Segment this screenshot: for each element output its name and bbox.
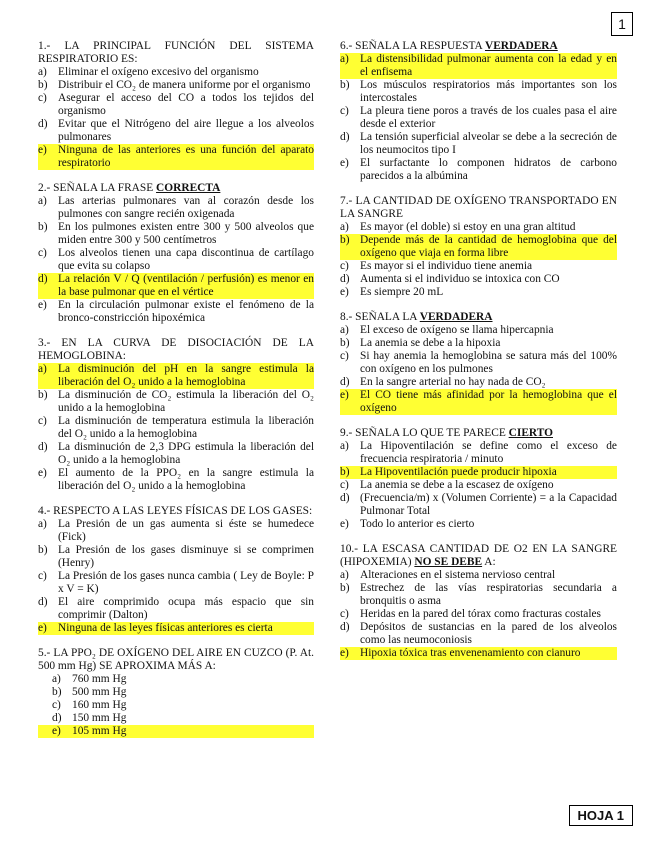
answer-option: [38, 273, 314, 299]
answer-option: [340, 621, 617, 647]
option-letter: a): [340, 569, 349, 581]
answer-option: [38, 221, 314, 247]
option-text: Es siempre 20 mL: [360, 286, 444, 298]
option-text: El aumento de la PPO₂ en la sangre estimula la liberación del O₂ unido a la hemoglobina: [58, 467, 314, 492]
option-letter: e): [52, 725, 61, 737]
option-letter: c): [38, 92, 47, 104]
question-header: 7.- LA CANTIDAD DE OXÍGENO TRANSPORTADO EN LA SANGRE: [340, 195, 617, 220]
answer-option: [38, 389, 314, 415]
option-text: La pleura tiene poros a través de los cuales pasa el aire desde el exterior: [360, 105, 617, 130]
option-letter: b): [52, 686, 62, 698]
option-text: Eliminar el oxígeno excesivo del organismo: [58, 66, 259, 78]
question: [340, 543, 617, 660]
answer-option: [38, 544, 314, 570]
option-text: Los músculos respiratorios más importantes son los intercostales: [360, 79, 617, 104]
option-text: 150 mm Hg: [72, 712, 127, 724]
answer-option: [340, 466, 617, 479]
option-letter: d): [38, 441, 48, 453]
answer-option: [38, 673, 314, 686]
option-letter: d): [340, 621, 350, 633]
option-letter: b): [38, 221, 48, 233]
option-text: La Presión de los gases disminuye si se comprimen (Henry): [58, 544, 314, 569]
answer-option: [340, 273, 617, 286]
question-header-emphasis: CORRECTA: [156, 182, 221, 194]
answer-option: [38, 441, 314, 467]
option-letter: c): [340, 608, 349, 620]
option-text: La Presión de los gases nunca cambia ( Ley de Boyle: P x V = K): [58, 570, 314, 595]
answer-option: [340, 440, 617, 466]
option-letter: b): [340, 466, 350, 478]
question: [38, 182, 314, 325]
answer-option: [38, 712, 314, 725]
option-letter: a): [38, 66, 47, 78]
option-letter: a): [38, 195, 47, 207]
question-header-emphasis: NO SE DEBE: [414, 556, 483, 568]
answer-option: [38, 79, 314, 92]
option-text: El aire comprimido ocupa más espacio que sin comprimir (Dalton): [58, 596, 314, 621]
question-header: [340, 40, 617, 53]
option-text: 500 mm Hg: [72, 686, 127, 698]
question-header: 5.- LA PPO₂ DE OXÍGENO DEL AIRE EN CUZCO (P. At. 500 mm Hg) SE APROXIMA MÁS A:: [38, 647, 314, 672]
question-header: 4.- RESPECTO A LAS LEYES FÍSICAS DE LOS GASES:: [38, 505, 313, 517]
answer-option: [340, 337, 617, 350]
question: [38, 40, 314, 170]
option-letter: c): [340, 479, 349, 491]
answer-option: [340, 389, 617, 415]
answer-option: [38, 144, 314, 170]
answer-option: [340, 350, 617, 376]
answer-option: [340, 518, 617, 531]
highlighted-option-text: La Hipoventilación puede producir hipoxia: [360, 466, 557, 478]
answer-option: [38, 518, 314, 544]
answer-option: [340, 608, 617, 621]
question-header-suffix: A:: [482, 556, 496, 568]
option-text: Alteraciones en el sistema nervioso central: [360, 569, 556, 581]
question-header-text: 9.- SEÑALA LO QUE TE PARECE: [340, 427, 509, 439]
question-header: 1.- LA PRINCIPAL FUNCIÓN DEL SISTEMA RESPIRATORIO ES:: [38, 40, 314, 65]
sheet-label: HOJA 1: [569, 805, 633, 826]
question: [38, 647, 314, 738]
answer-option: [38, 596, 314, 622]
answer-option: [340, 53, 617, 79]
answer-option: [340, 569, 617, 582]
option-text: (Frecuencia/m) x (Volumen Corriente) = a la Capacidad Pulmonar Total: [360, 492, 617, 517]
option-text: El exceso de oxígeno se llama hipercapnia: [360, 324, 554, 336]
highlighted-option-text: Ninguna de las anteriores es una función del aparato respiratorio: [58, 144, 314, 169]
option-letter: a): [340, 440, 349, 452]
highlighted-option-text: Depende más de la cantidad de hemoglobina que del oxígeno que viaja en forma libre: [360, 234, 617, 259]
option-letter: a): [38, 363, 47, 375]
answer-option: [38, 570, 314, 596]
answer-option: [38, 699, 314, 712]
option-letter: e): [340, 647, 349, 659]
answer-option: [38, 92, 314, 118]
question: [38, 505, 314, 635]
answer-option: [340, 647, 617, 660]
answer-option: [340, 376, 617, 389]
page-number: 1: [611, 12, 633, 36]
answer-option: [340, 105, 617, 131]
option-text: La anemia se debe a la escasez de oxígeno: [360, 479, 554, 491]
question-header-emphasis: VERDADERA: [484, 40, 558, 52]
option-letter: a): [340, 221, 349, 233]
option-letter: b): [38, 79, 48, 91]
question: [340, 311, 617, 415]
answer-option: [340, 286, 617, 299]
option-letter: e): [340, 286, 349, 298]
option-letter: c): [38, 247, 47, 259]
answer-option: [38, 622, 314, 635]
option-letter: c): [340, 350, 349, 362]
option-letter: e): [340, 389, 349, 401]
option-letter: b): [340, 337, 350, 349]
option-letter: d): [340, 492, 350, 504]
option-text: La Presión de un gas aumenta si éste se humedece (Fick): [58, 518, 314, 543]
option-text: Es mayor (el doble) si estoy en una gran altitud: [360, 221, 576, 233]
option-text: En la circulación pulmonar existe el fenómeno de la bronco-constricción hipoxémica: [58, 299, 314, 324]
option-letter: b): [340, 234, 350, 246]
question-header-text: 8.- SEÑALA LA: [340, 311, 420, 323]
option-text: Si hay anemia la hemoglobina se satura más del 100% con oxígeno en los pulmones: [360, 350, 617, 375]
option-letter: a): [340, 53, 349, 65]
option-text: 160 mm Hg: [72, 699, 127, 711]
answer-option: [38, 66, 314, 79]
question-header-emphasis: VERDADERA: [419, 311, 493, 323]
left-column: [38, 40, 314, 750]
answer-option: [340, 234, 617, 260]
question: [38, 337, 314, 493]
option-text: Heridas en la pared del tórax como fracturas costales: [360, 608, 601, 620]
option-letter: b): [38, 389, 48, 401]
question-header: [340, 311, 617, 324]
option-text: Depósitos de sustancias en la pared de los alveolos como las neumoconiosis: [360, 621, 617, 646]
question-header-emphasis: CIERTO: [508, 427, 553, 439]
option-letter: b): [38, 544, 48, 556]
answer-option: [38, 686, 314, 699]
answer-option: [340, 479, 617, 492]
question-header: [340, 543, 617, 569]
option-letter: c): [52, 699, 61, 711]
answer-option: [38, 247, 314, 273]
question-header: [38, 182, 314, 195]
option-letter: e): [38, 467, 47, 479]
highlighted-option-text: El CO tiene más afinidad por la hemoglobina que el oxígeno: [360, 389, 617, 414]
option-text: Los alveolos tienen una capa discontinua de cartílago que evita su colapso: [58, 247, 314, 272]
option-letter: c): [340, 105, 349, 117]
option-text: Evitar que el Nitrógeno del aire llegue a los alveolos pulmonares: [58, 118, 314, 143]
option-letter: b): [340, 582, 350, 594]
option-letter: c): [340, 260, 349, 272]
answer-option: [340, 324, 617, 337]
option-letter: e): [340, 518, 349, 530]
option-text: La disminución de 2,3 DPG estimula la liberación del O₂ unido a la hemoglobina: [58, 441, 314, 466]
question-header: 3.- EN LA CURVA DE DISOCIACIÓN DE LA HEMOGLOBINA:: [38, 337, 314, 362]
question: [340, 427, 617, 531]
option-text: La tensión superficial alveolar se debe a la secreción de los neumocitos tipo I: [360, 131, 617, 156]
option-letter: c): [38, 415, 47, 427]
answer-option: [38, 415, 314, 441]
highlighted-option-text: La disminución del pH en la sangre estimula la liberación del O₂ unido a la hemoglobina: [58, 363, 314, 388]
highlighted-option-text: Hipoxia tóxica tras envenenamiento con cianuro: [360, 647, 581, 659]
option-letter: d): [38, 273, 48, 285]
option-letter: c): [38, 570, 47, 582]
option-text: En la sangre arterial no hay nada de CO₂: [360, 376, 546, 388]
option-text: Asegurar el acceso del CO a todos los tejidos del organismo: [58, 92, 314, 117]
answer-option: [340, 79, 617, 105]
option-letter: d): [340, 376, 350, 388]
option-text: El surfactante lo componen hidratos de carbono parecidos a la albúmina: [360, 157, 617, 182]
option-letter: e): [38, 144, 47, 156]
option-text: Es mayor si el individuo tiene anemia: [360, 260, 533, 272]
option-text: Estrechez de las vías respiratorias secundaria a bronquitis o asma: [360, 582, 617, 607]
answer-option: [340, 492, 617, 518]
option-letter: a): [38, 518, 47, 530]
option-letter: d): [340, 131, 350, 143]
option-text: 760 mm Hg: [72, 673, 127, 685]
right-column: [340, 40, 617, 672]
answer-option: [340, 582, 617, 608]
option-letter: b): [340, 79, 350, 91]
answer-option: [38, 118, 314, 144]
question-header-text: 2.- SEÑALA LA FRASE: [38, 182, 157, 194]
option-text: Las arterias pulmonares van al corazón desde los pulmones con sangre recién oxigenada: [58, 195, 314, 220]
option-letter: e): [340, 157, 349, 169]
answer-option: [38, 725, 314, 738]
option-letter: d): [52, 712, 62, 724]
option-letter: e): [38, 622, 47, 634]
answer-option: [38, 195, 314, 221]
option-text: Distribuir el CO₂ de manera uniforme por el organismo: [58, 79, 311, 91]
answer-option: [340, 221, 617, 234]
question: [340, 40, 617, 183]
answer-option: [340, 131, 617, 157]
option-text: Aumenta si el individuo se intoxica con CO: [360, 273, 560, 285]
highlighted-option-text: Ninguna de las leyes físicas anteriores es cierta: [58, 622, 273, 634]
option-letter: e): [38, 299, 47, 311]
option-letter: d): [340, 273, 350, 285]
answer-option: [38, 363, 314, 389]
answer-option: [38, 299, 314, 325]
option-text: La disminución de CO₂ estimula la liberación del O₂ unido a la hemoglobina: [58, 389, 314, 414]
option-text: En los pulmones existen entre 300 y 500 alveolos que miden entre 300 y 500 centímetros: [58, 221, 314, 246]
option-letter: a): [52, 673, 61, 685]
question-header-text: 6.- SEÑALA LA RESPUESTA: [340, 40, 485, 52]
highlighted-option-text: 105 mm Hg: [72, 725, 127, 737]
answer-option: [340, 260, 617, 273]
highlighted-option-text: La relación V / Q (ventilación / perfusión) es menor en la base pulmonar que en el vértice: [58, 273, 314, 298]
question-header-text: 10.- LA ESCASA CANTIDAD DE O2 EN LA SANGRE (HIPOXEMIA): [340, 543, 617, 568]
option-letter: d): [38, 596, 48, 608]
option-text: La anemia se debe a la hipoxia: [360, 337, 501, 349]
option-letter: a): [340, 324, 349, 336]
highlighted-option-text: La distensibilidad pulmonar aumenta con la edad y en el enfisema: [360, 53, 617, 78]
question-header: [340, 427, 617, 440]
option-text: La disminución de temperatura estimula la liberación del O₂ unido a la hemoglobina: [58, 415, 314, 440]
answer-option: [340, 157, 617, 183]
option-text: Todo lo anterior es cierto: [360, 518, 475, 530]
option-text: La Hipoventilación se define como el exceso de frecuencia respiratoria / minuto: [360, 440, 617, 465]
question: [340, 195, 617, 299]
option-letter: d): [38, 118, 48, 130]
answer-option: [38, 467, 314, 493]
